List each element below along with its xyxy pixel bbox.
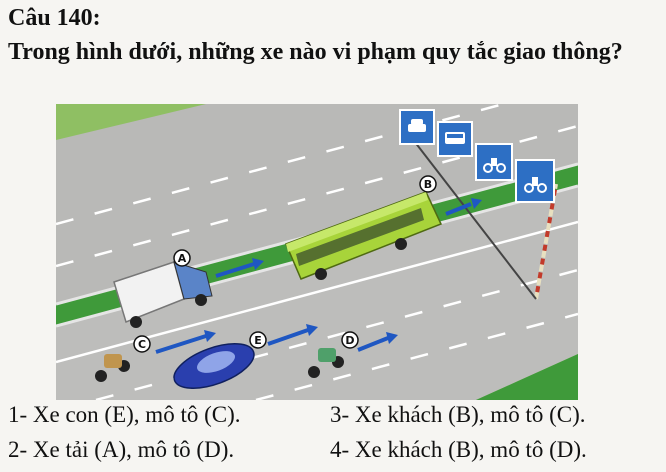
marker-d <box>342 332 358 348</box>
question-text: Trong hình dưới, những xe nào vi phạm quy tắc giao thông? <box>8 39 623 65</box>
svg-text:A: A <box>177 252 187 265</box>
answer-option-2[interactable]: 2- Xe tải (A), mô tô (D). <box>8 437 235 462</box>
answer-option-1[interactable]: 1- Xe con (E), mô tô (C). <box>8 402 241 427</box>
answer-option-4[interactable]: 4- Xe khách (B), mô tô (D). <box>330 437 587 462</box>
svg-text:C: C <box>137 338 147 351</box>
bus-icon <box>445 132 465 144</box>
answer-option-3[interactable]: 3- Xe khách (B), mô tô (C). <box>330 402 586 427</box>
question-number: Câu 140: <box>8 5 101 31</box>
svg-text:E: E <box>254 334 262 347</box>
marker-e <box>250 332 266 348</box>
marker-a <box>174 250 190 266</box>
traffic-illustration <box>56 104 578 400</box>
marker-c <box>134 336 150 352</box>
svg-text:B: B <box>423 178 433 191</box>
svg-text:D: D <box>345 334 355 347</box>
marker-b <box>420 176 436 192</box>
